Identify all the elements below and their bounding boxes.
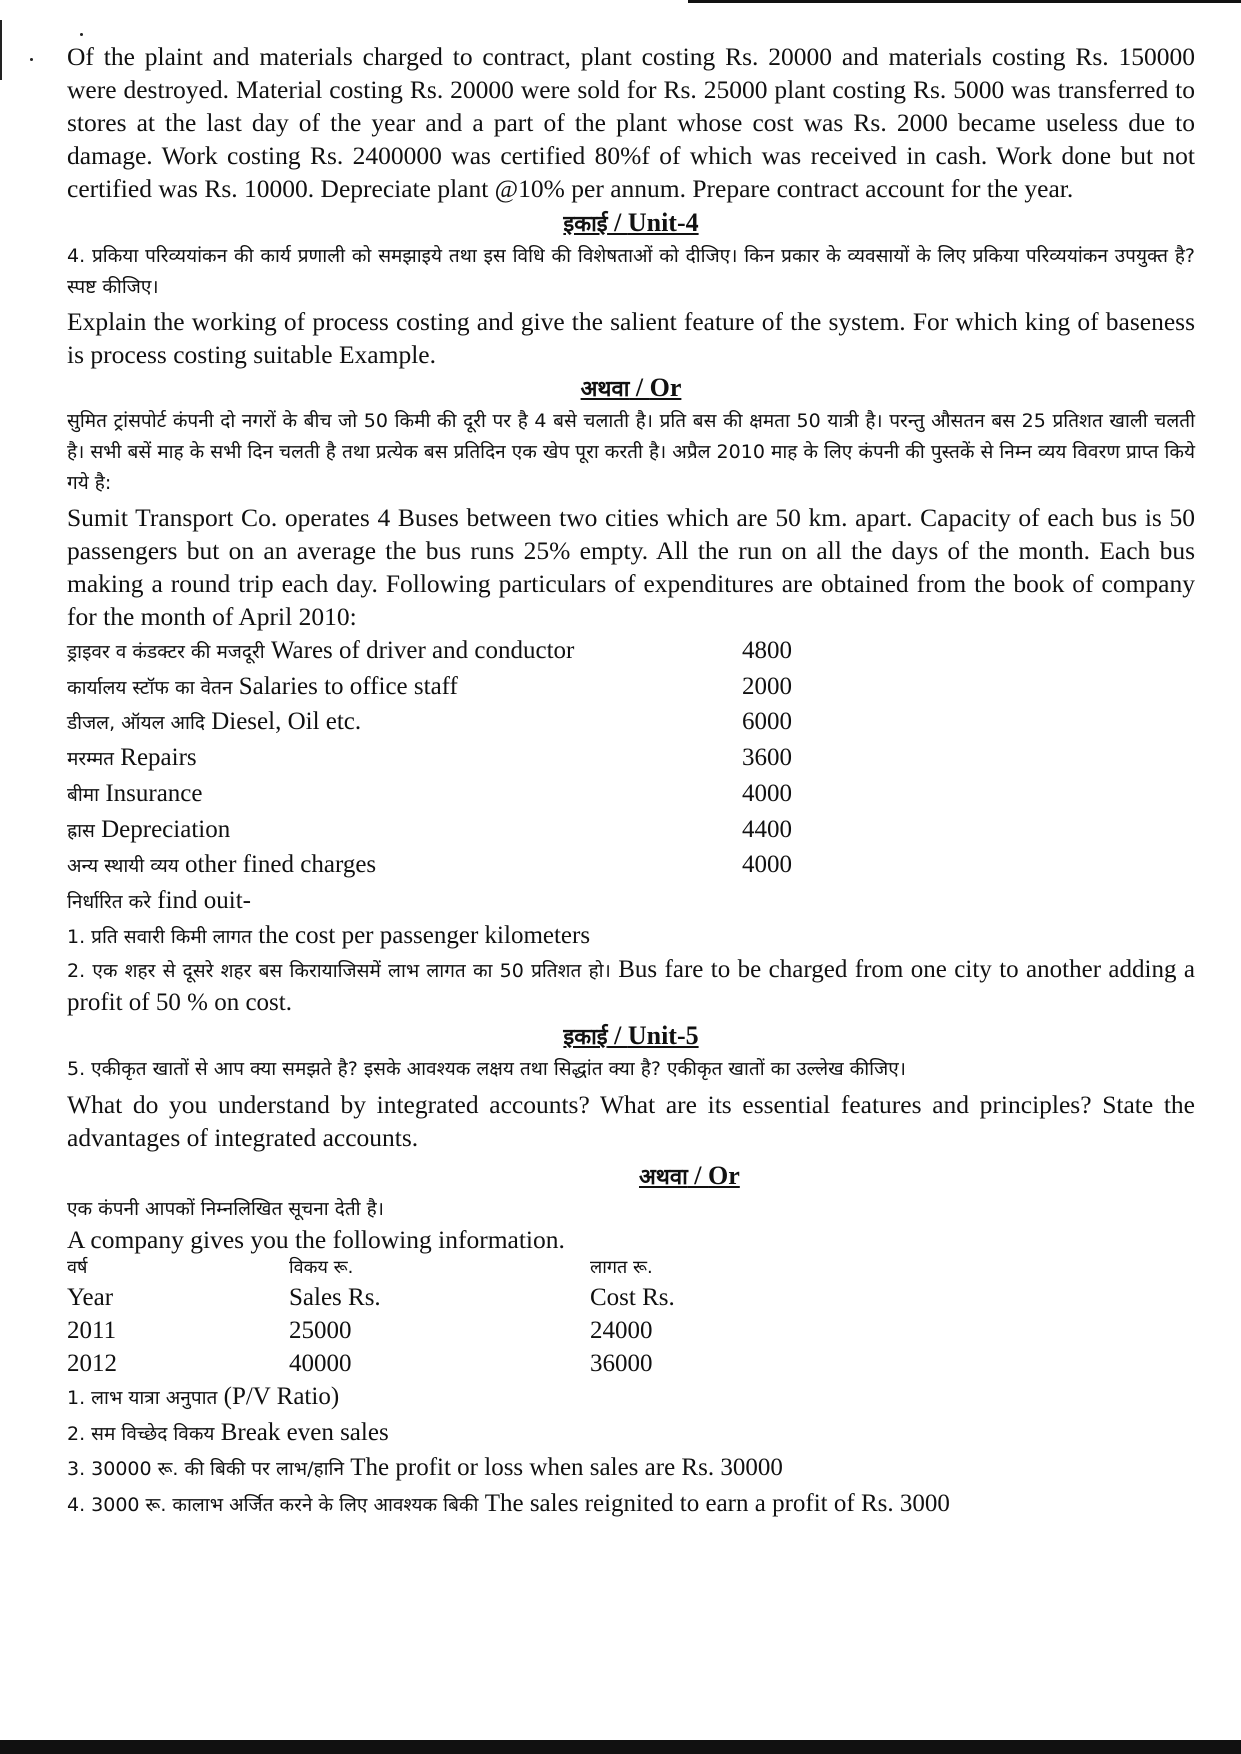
or-en: Or (708, 1161, 740, 1191)
expense-label (67, 670, 742, 706)
unit-4-heading (67, 207, 1195, 241)
expense-label-en: other fined charges (185, 851, 377, 879)
expense-row (67, 634, 1195, 670)
company-task-1 (67, 1380, 1195, 1416)
expense-label-en: Diesel, Oil etc. (211, 708, 362, 736)
task-en: (P/V Ratio) (223, 1383, 340, 1411)
table-cell: 2011 (67, 1317, 117, 1345)
or-sep: / (687, 1161, 709, 1191)
expense-amount: 6000 (742, 708, 792, 736)
expense-row (67, 705, 1195, 741)
expense-amount: 4800 (742, 637, 792, 664)
expense-amount: 2000 (742, 672, 792, 700)
expense-amount: 4400 (742, 815, 792, 843)
unit-5-heading (67, 1020, 1195, 1054)
expense-row (67, 777, 1195, 813)
expense-label (67, 741, 742, 777)
table-header-cell: लागत रू. (590, 1257, 653, 1279)
expense-amount: 3600 (742, 744, 792, 772)
exam-page (67, 40, 1195, 1522)
expense-list (67, 634, 1195, 884)
expense-label-en: Salaries to office staff (238, 672, 458, 700)
scan-border-bottom (0, 1740, 1241, 1754)
unit-4-or-heading (67, 372, 1195, 406)
task-hi: 1. लाभ यात्रा अनुपात (67, 1387, 218, 1410)
expense-label (67, 813, 742, 849)
unit-5-heading-sep: / (607, 1021, 628, 1051)
expense-row (67, 741, 1195, 777)
expense-label-hi: अन्य स्थायी व्यय (67, 855, 179, 878)
expense-label-hi: बीमा (67, 783, 100, 806)
expense-label (67, 848, 742, 884)
expense-label-en: Depreciation (101, 815, 231, 843)
scan-border-top (688, 0, 1241, 3)
task-hi: 4. 3000 रू. कालाभ अर्जित करने के लिए आवश्यक बिकी (67, 1493, 479, 1516)
company-task-2 (67, 1416, 1195, 1452)
table-cell: 36000 (590, 1350, 653, 1378)
question-4-hindi: 4. प्रकिया परिव्ययांकन की कार्य प्रणाली को समझाइये तथा इस विधि की विशेषताओं को दीजिए। किन प्रकार के व्यवसायों के लिए प्रकिया परिव्ययांकन उपयुक्त है? स्पष्ट कीजिए। (67, 245, 1195, 298)
table-cell: 25000 (289, 1317, 352, 1345)
task-hi: 3. 30000 रू. की बिकी पर लाभ/हानि (67, 1458, 345, 1481)
expense-label (67, 705, 742, 741)
expense-label-hi: कार्यालय स्टॉफ का वेतन (67, 676, 233, 699)
scan-border-left (0, 20, 2, 80)
expense-row (67, 848, 1195, 884)
table-cell: 24000 (590, 1317, 653, 1345)
find-out-line (67, 884, 1195, 919)
unit-4-heading-en: Unit-4 (627, 208, 699, 237)
unit-5-heading-en: Unit-5 (627, 1021, 699, 1051)
table-header-hindi (67, 1255, 1195, 1281)
task-en: The profit or loss when sales are Rs. 30000 (350, 1454, 783, 1482)
task-en: The sales reignited to earn a profit of Rs. 3000 (484, 1489, 950, 1517)
unit-4-heading-sep: / (607, 208, 628, 237)
task-hi: 2. सम विच्छेद विकय (67, 1422, 215, 1445)
expense-amount: 4000 (742, 851, 792, 879)
sales-cost-table (67, 1255, 1195, 1380)
company-task-4 (67, 1487, 1195, 1523)
table-header-english (67, 1281, 1195, 1314)
table-row (67, 1347, 1195, 1380)
transport-question-english: Sumit Transport Co. operates 4 Buses between two cities which are 50 km. apart. Capacity of each bus is 50 passengers but on an average the bus runs 25% empty. All the run on all the days of the month. Each bus making a round trip each day. Following particulars of expenditures are obtained from the book of company for the month of April 2010: (67, 503, 1195, 631)
expense-label-en: Repairs (120, 744, 197, 772)
scan-speck (30, 58, 33, 61)
transport-task-2 (67, 954, 1195, 1019)
unit-5-or-heading (67, 1160, 1195, 1194)
question-4-english: Explain the working of process costing and give the salient feature of the system. For which king of baseness is process costing suitable Example. (67, 307, 1195, 369)
unit-4-heading-hi: इकाई (563, 212, 608, 237)
company-info-english: A company gives you the following information. (67, 1225, 565, 1255)
expense-label (67, 777, 742, 813)
expense-label-en: Wares of driver and conductor (270, 637, 575, 664)
company-info-hindi: एक कंपनी आपकों निम्नलिखित सूचना देती है। (67, 1198, 384, 1221)
or-sep: / (629, 373, 650, 402)
question-5-english: What do you understand by integrated accounts? What are its essential features and principles? State the advantages of integrated accounts. (67, 1090, 1195, 1153)
or-en: Or (649, 373, 682, 402)
task-hi: 1. प्रति सवारी किमी लागत (67, 925, 252, 948)
table-cell: 2012 (67, 1350, 117, 1378)
unit-5-task-list (67, 1380, 1195, 1522)
unit-5-heading-hi: इकाई (563, 1025, 608, 1051)
expense-row (67, 813, 1195, 849)
expense-label-hi: ह्रास (67, 819, 95, 842)
question-5-hindi: 5. एकीकृत खातों से आप क्या समझते है? इसके आवश्यक लक्षय तथा सिद्धांत क्या है? एकीकृत खातों का उल्लेख कीजिए। (67, 1058, 906, 1081)
table-cell: 40000 (289, 1350, 352, 1378)
expense-label-hi: डीजल, ऑयल आदि (67, 712, 205, 735)
table-header-cell: Sales Rs. (289, 1284, 381, 1312)
or-hi: अथवा (639, 1165, 688, 1191)
transport-task-1 (67, 919, 1195, 955)
find-out-hi: निर्धारित करे (67, 890, 151, 913)
question-3-tail: Of the plaint and materials charged to contract, plant costing Rs. 20000 and materials costing Rs. 150000 were destroyed. Material costing Rs. 20000 were sold for Rs. 25000 plant costing Rs. 5000 was transferred to stores at the last day of the year and a part of the plant whose cost was Rs. 2000 became useless due to damage. Work costing Rs. 2400000 was certified 80%f of which was received in cash. Work done but not certified was Rs. 10000. Depreciate plant @10% per annum. Prepare contract account for the year. (67, 42, 1195, 203)
expense-label-hi: ड्राइवर व कंडक्टर की मजदूरी (67, 641, 265, 663)
task-en: the cost per passenger kilometers (258, 921, 591, 949)
task-en: Bus fare to be charged from one city to another adding a profit of 50 % on cost. (67, 956, 1195, 1017)
transport-question-hindi: सुमित ट्रांसपोर्ट कंपनी दो नगरों के बीच जो 50 किमी की दूरी पर है 4 बसे चलाती है। प्रति बस की क्षमता 50 यात्री है। परन्तु औसतन बस 25 प्रतिशत खाली चलती है। सभी बसें माह के सभी दिन चलती है तथा प्रत्येक बस प्रतिदिन एक खेप पूरा करती है। अप्रैल 2010 माह के लिए कंपनी की पुस्तकें से निम्न व्यय विवरण प्राप्त किये गये है: (67, 410, 1195, 494)
expense-amount: 4000 (742, 779, 792, 807)
table-header-cell: वर्ष (67, 1257, 88, 1279)
expense-label-en: Insurance (105, 779, 203, 807)
company-task-3 (67, 1451, 1195, 1487)
expense-label (67, 634, 742, 670)
table-row (67, 1314, 1195, 1347)
table-header-cell: Cost Rs. (590, 1284, 675, 1312)
find-out-en: find ouit- (157, 886, 251, 914)
expense-label-hi: मरम्मत (67, 748, 115, 771)
table-header-cell: Year (67, 1284, 114, 1312)
table-header-cell: विकय रू. (289, 1257, 354, 1279)
expense-row (67, 670, 1195, 706)
task-en: Break even sales (220, 1418, 389, 1446)
or-hi: अथवा (580, 377, 630, 402)
scan-speck (80, 33, 83, 36)
task-hi: 2. एक शहर से दूसरे शहर बस किरायाजिसमें लाभ लागत का 50 प्रतिशत हो। (67, 960, 611, 983)
